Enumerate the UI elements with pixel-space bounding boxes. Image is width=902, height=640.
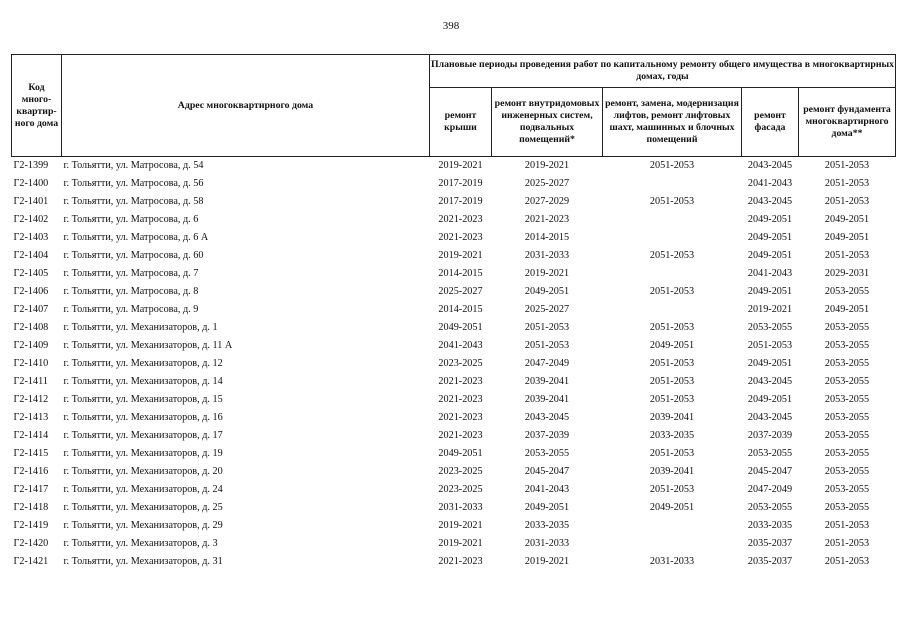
row-address: г. Тольятти, ул. Матросова, д. 8 bbox=[63, 286, 199, 297]
row-facade: 2049-2051 bbox=[747, 358, 793, 369]
row-systems: 2051-2053 bbox=[524, 340, 570, 351]
row-systems: 2049-2051 bbox=[524, 502, 570, 513]
row-address: г. Тольятти, ул. Механизаторов, д. 3 bbox=[63, 538, 218, 549]
row-facade: 2053-2055 bbox=[747, 448, 793, 459]
row-systems: 2031-2033 bbox=[524, 538, 570, 549]
table-row bbox=[12, 427, 896, 445]
row-roof: 2021-2023 bbox=[438, 412, 483, 423]
row-lifts: 2039-2041 bbox=[649, 466, 695, 477]
row-foundation: 2049-2051 bbox=[824, 232, 870, 243]
row-facade: 2049-2051 bbox=[747, 232, 793, 243]
row-lifts bbox=[603, 229, 742, 247]
row-code: Г2-1417 bbox=[13, 484, 49, 495]
row-systems: 2025-2027 bbox=[524, 178, 570, 189]
row-systems: 2041-2043 bbox=[524, 484, 570, 495]
row-facade: 2049-2051 bbox=[747, 394, 793, 405]
row-lifts: 2033-2035 bbox=[649, 430, 695, 441]
row-code: Г2-1402 bbox=[13, 214, 49, 225]
table-row bbox=[12, 301, 896, 319]
row-systems: 2019-2021 bbox=[524, 556, 570, 567]
row-foundation: 2053-2055 bbox=[824, 466, 870, 477]
row-address: г. Тольятти, ул. Механизаторов, д. 15 bbox=[63, 394, 223, 405]
row-code: Г2-1414 bbox=[13, 430, 49, 441]
row-systems: 2019-2021 bbox=[524, 268, 570, 279]
row-lifts: 2031-2033 bbox=[649, 556, 695, 567]
row-lifts bbox=[603, 517, 742, 535]
table-row bbox=[12, 391, 896, 409]
row-lifts bbox=[603, 301, 742, 319]
row-code: Г2-1407 bbox=[13, 304, 49, 315]
row-facade: 2041-2043 bbox=[747, 178, 793, 189]
row-systems: 2027-2029 bbox=[524, 196, 570, 207]
row-address: г. Тольятти, ул. Механизаторов, д. 20 bbox=[63, 466, 223, 477]
table-row bbox=[12, 481, 896, 499]
row-address: г. Тольятти, ул. Матросова, д. 9 bbox=[63, 304, 199, 315]
row-systems: 2037-2039 bbox=[524, 430, 570, 441]
row-foundation: 2029-2031 bbox=[824, 268, 870, 279]
header-address: Адрес многоквартирного дома bbox=[62, 55, 430, 157]
table-body bbox=[12, 157, 896, 572]
row-lifts: 2039-2041 bbox=[649, 412, 695, 423]
row-address: г. Тольятти, ул. Матросова, д. 58 bbox=[63, 196, 204, 207]
row-lifts: 2051-2053 bbox=[649, 394, 695, 405]
row-foundation: 2053-2055 bbox=[824, 376, 870, 387]
row-roof: 2021-2023 bbox=[438, 214, 483, 225]
row-facade: 2053-2055 bbox=[747, 502, 793, 513]
row-facade: 2049-2051 bbox=[747, 214, 793, 225]
row-roof: 2019-2021 bbox=[438, 250, 483, 261]
row-code: Г2-1409 bbox=[13, 340, 49, 351]
row-facade: 2053-2055 bbox=[747, 322, 793, 333]
row-lifts: 2051-2053 bbox=[649, 448, 695, 459]
row-foundation: 2051-2053 bbox=[824, 160, 870, 171]
row-facade: 2043-2045 bbox=[747, 376, 793, 387]
table-row bbox=[12, 229, 896, 247]
table-row bbox=[12, 193, 896, 211]
row-systems: 2033-2035 bbox=[524, 520, 570, 531]
row-code: Г2-1413 bbox=[13, 412, 49, 423]
row-foundation: 2053-2055 bbox=[824, 484, 870, 495]
row-lifts: 2051-2053 bbox=[649, 160, 695, 171]
row-foundation: 2053-2055 bbox=[824, 412, 870, 423]
row-foundation: 2053-2055 bbox=[824, 286, 870, 297]
row-lifts: 2049-2051 bbox=[649, 340, 695, 351]
row-roof: 2049-2051 bbox=[438, 448, 483, 459]
row-roof: 2014-2015 bbox=[438, 268, 483, 279]
row-systems: 2039-2041 bbox=[524, 394, 570, 405]
table-row bbox=[12, 445, 896, 463]
row-roof: 2023-2025 bbox=[438, 466, 483, 477]
row-address: г. Тольятти, ул. Матросова, д. 7 bbox=[63, 268, 199, 279]
header-systems: ремонт внутридомовых инженерных систем, подвальных помещений* bbox=[492, 88, 603, 157]
row-foundation: 2051-2053 bbox=[824, 178, 870, 189]
row-address: г. Тольятти, ул. Механизаторов, д. 24 bbox=[63, 484, 223, 495]
row-code: Г2-1418 bbox=[13, 502, 49, 513]
row-systems: 2053-2055 bbox=[524, 448, 570, 459]
table-row bbox=[12, 355, 896, 373]
header-foundation: ремонт фундамента многоквартирного дома** bbox=[799, 88, 896, 157]
row-lifts: 2051-2053 bbox=[649, 250, 695, 261]
row-code: Г2-1405 bbox=[13, 268, 49, 279]
header-code: Код много-квартир-ного дома bbox=[12, 55, 62, 157]
row-roof: 2021-2023 bbox=[438, 376, 483, 387]
repair-schedule-table bbox=[11, 54, 896, 571]
row-facade: 2019-2021 bbox=[747, 304, 793, 315]
row-systems: 2049-2051 bbox=[524, 286, 570, 297]
table-row bbox=[12, 265, 896, 283]
row-roof: 2023-2025 bbox=[438, 484, 483, 495]
row-foundation: 2051-2053 bbox=[824, 196, 870, 207]
header-roof: ремонт крыши bbox=[430, 88, 492, 157]
row-roof: 2021-2023 bbox=[438, 430, 483, 441]
table-row bbox=[12, 553, 896, 571]
table-row bbox=[12, 337, 896, 355]
row-roof: 2021-2023 bbox=[438, 556, 483, 567]
row-foundation: 2051-2053 bbox=[824, 520, 870, 531]
row-facade: 2041-2043 bbox=[747, 268, 793, 279]
row-code: Г2-1401 bbox=[13, 196, 49, 207]
table-row bbox=[12, 499, 896, 517]
row-systems: 2019-2021 bbox=[524, 160, 570, 171]
row-roof: 2017-2019 bbox=[438, 196, 483, 207]
row-roof: 2019-2021 bbox=[438, 160, 483, 171]
row-address: г. Тольятти, ул. Матросова, д. 54 bbox=[63, 160, 204, 171]
row-foundation: 2053-2055 bbox=[824, 394, 870, 405]
row-code: Г2-1404 bbox=[13, 250, 49, 261]
table-row bbox=[12, 175, 896, 193]
row-address: г. Тольятти, ул. Механизаторов, д. 31 bbox=[63, 556, 223, 567]
table-row bbox=[12, 409, 896, 427]
row-address: г. Тольятти, ул. Матросова, д. 6 А bbox=[63, 232, 209, 243]
table-row bbox=[12, 319, 896, 337]
row-systems: 2051-2053 bbox=[524, 322, 570, 333]
row-facade: 2045-2047 bbox=[747, 466, 793, 477]
row-roof: 2023-2025 bbox=[438, 358, 483, 369]
row-systems: 2045-2047 bbox=[524, 466, 570, 477]
row-systems: 2031-2033 bbox=[524, 250, 570, 261]
row-facade: 2047-2049 bbox=[747, 484, 793, 495]
row-address: г. Тольятти, ул. Механизаторов, д. 14 bbox=[63, 376, 223, 387]
row-foundation: 2053-2055 bbox=[824, 322, 870, 333]
row-address: г. Тольятти, ул. Механизаторов, д. 16 bbox=[63, 412, 223, 423]
row-foundation: 2053-2055 bbox=[824, 430, 870, 441]
row-facade: 2043-2045 bbox=[747, 412, 793, 423]
row-foundation: 2049-2051 bbox=[824, 214, 870, 225]
row-lifts bbox=[603, 211, 742, 229]
row-foundation: 2053-2055 bbox=[824, 448, 870, 459]
table-row bbox=[12, 463, 896, 481]
row-systems: 2021-2023 bbox=[524, 214, 570, 225]
header-facade: ремонт фасада bbox=[742, 88, 799, 157]
row-roof: 2021-2023 bbox=[438, 394, 483, 405]
header-lifts: ремонт, замена, модернизация лифтов, ремонт лифтовых шахт, машинных и блочных помещений bbox=[603, 88, 742, 157]
row-address: г. Тольятти, ул. Механизаторов, д. 25 bbox=[63, 502, 223, 513]
table-row bbox=[12, 517, 896, 535]
table-row bbox=[12, 157, 896, 176]
row-roof: 2041-2043 bbox=[438, 340, 483, 351]
row-foundation: 2053-2055 bbox=[824, 340, 870, 351]
table-row bbox=[12, 535, 896, 553]
row-facade: 2037-2039 bbox=[747, 430, 793, 441]
row-systems: 2043-2045 bbox=[524, 412, 570, 423]
row-facade: 2043-2045 bbox=[747, 196, 793, 207]
row-code: Г2-1411 bbox=[13, 376, 48, 387]
table-row bbox=[12, 247, 896, 265]
row-code: Г2-1412 bbox=[13, 394, 49, 405]
row-address: г. Тольятти, ул. Матросова, д. 6 bbox=[63, 214, 199, 225]
row-address: г. Тольятти, ул. Механизаторов, д. 12 bbox=[63, 358, 223, 369]
row-facade: 2049-2051 bbox=[747, 250, 793, 261]
row-facade: 2049-2051 bbox=[747, 286, 793, 297]
row-roof: 2019-2021 bbox=[438, 538, 483, 549]
row-code: Г2-1416 bbox=[13, 466, 49, 477]
row-foundation: 2053-2055 bbox=[824, 358, 870, 369]
row-code: Г2-1403 bbox=[13, 232, 49, 243]
row-lifts: 2051-2053 bbox=[649, 376, 695, 387]
row-code: Г2-1406 bbox=[13, 286, 49, 297]
row-roof: 2049-2051 bbox=[438, 322, 483, 333]
row-address: г. Тольятти, ул. Матросова, д. 60 bbox=[63, 250, 204, 261]
row-address: г. Тольятти, ул. Механизаторов, д. 11 А bbox=[63, 340, 233, 351]
row-code: Г2-1399 bbox=[13, 160, 49, 171]
row-facade: 2035-2037 bbox=[747, 556, 793, 567]
row-lifts: 2051-2053 bbox=[649, 358, 695, 369]
row-code: Г2-1420 bbox=[13, 538, 49, 549]
row-address: г. Тольятти, ул. Матросова, д. 56 bbox=[63, 178, 204, 189]
page-number: 398 bbox=[442, 20, 460, 32]
row-systems: 2014-2015 bbox=[524, 232, 570, 243]
row-roof: 2019-2021 bbox=[438, 520, 483, 531]
row-address: г. Тольятти, ул. Механизаторов, д. 1 bbox=[63, 322, 218, 333]
row-lifts bbox=[603, 265, 742, 283]
row-systems: 2047-2049 bbox=[524, 358, 570, 369]
row-roof: 2025-2027 bbox=[438, 286, 483, 297]
row-roof: 2031-2033 bbox=[438, 502, 483, 513]
row-foundation: 2051-2053 bbox=[824, 538, 870, 549]
row-facade: 2051-2053 bbox=[747, 340, 793, 351]
row-facade: 2043-2045 bbox=[747, 160, 793, 171]
row-lifts: 2049-2051 bbox=[649, 502, 695, 513]
row-code: Г2-1421 bbox=[13, 556, 49, 567]
table-row bbox=[12, 211, 896, 229]
row-lifts: 2051-2053 bbox=[649, 322, 695, 333]
row-roof: 2014-2015 bbox=[438, 304, 483, 315]
row-facade: 2035-2037 bbox=[747, 538, 793, 549]
row-lifts bbox=[603, 535, 742, 553]
table-row bbox=[12, 373, 896, 391]
table-header bbox=[12, 55, 896, 157]
row-address: г. Тольятти, ул. Механизаторов, д. 19 bbox=[63, 448, 223, 459]
row-address: г. Тольятти, ул. Механизаторов, д. 17 bbox=[63, 430, 223, 441]
row-lifts: 2051-2053 bbox=[649, 286, 695, 297]
row-systems: 2039-2041 bbox=[524, 376, 570, 387]
row-systems: 2025-2027 bbox=[524, 304, 570, 315]
row-code: Г2-1419 bbox=[13, 520, 49, 531]
row-lifts bbox=[603, 175, 742, 193]
row-lifts: 2051-2053 bbox=[649, 484, 695, 495]
row-foundation: 2053-2055 bbox=[824, 502, 870, 513]
row-roof: 2021-2023 bbox=[438, 232, 483, 243]
row-foundation: 2049-2051 bbox=[824, 304, 870, 315]
row-address: г. Тольятти, ул. Механизаторов, д. 29 bbox=[63, 520, 223, 531]
header-group-title: Плановые периоды проведения работ по капитальному ремонту общего имущества в многоквартирных домах, годы bbox=[430, 55, 896, 88]
row-code: Г2-1408 bbox=[13, 322, 49, 333]
row-roof: 2017-2019 bbox=[438, 178, 483, 189]
row-code: Г2-1400 bbox=[13, 178, 49, 189]
row-lifts: 2051-2053 bbox=[649, 196, 695, 207]
row-facade: 2033-2035 bbox=[747, 520, 793, 531]
row-foundation: 2051-2053 bbox=[824, 556, 870, 567]
table-row bbox=[12, 283, 896, 301]
row-code: Г2-1410 bbox=[13, 358, 49, 369]
row-code: Г2-1415 bbox=[13, 448, 49, 459]
row-foundation: 2051-2053 bbox=[824, 250, 870, 261]
